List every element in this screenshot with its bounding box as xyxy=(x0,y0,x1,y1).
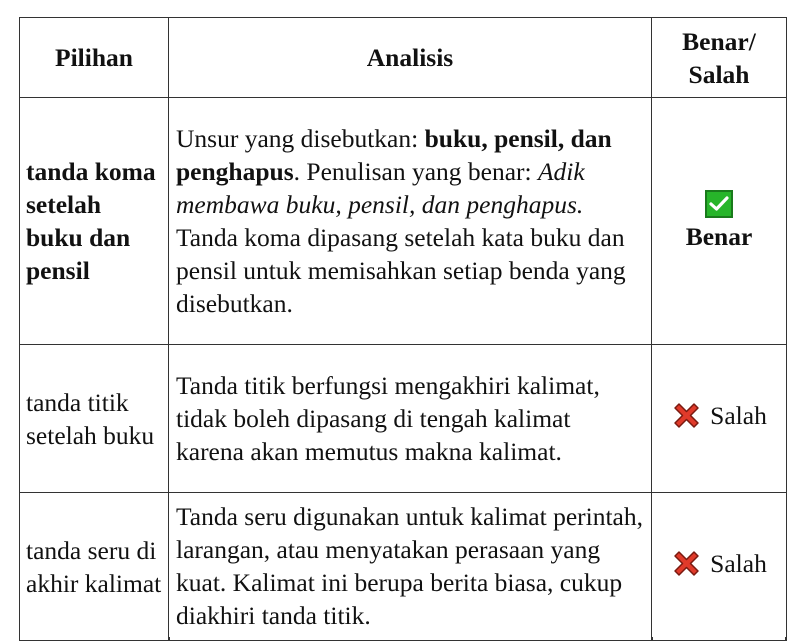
pilihan-cell: tanda koma setelah buku dan pensil xyxy=(20,98,169,345)
analisis-text: . Penulisan yang benar: xyxy=(293,156,538,186)
check-icon xyxy=(705,190,733,218)
table-row xyxy=(20,493,787,641)
header-pilihan: Pilihan xyxy=(20,18,169,98)
analisis-cell: Tanda seru digunakan untuk kalimat perintah, larangan, atau menyatakan perasaan yang kuat. Kalimat ini berupa berita biasa, cukup diakhiri tanda titik. xyxy=(169,493,652,641)
analisis-bold-text: buku, pensil, dan penghapus xyxy=(176,123,612,186)
header-hasil-line2: Salah xyxy=(688,59,750,89)
analisis-text: Tanda koma dipasang setelah kata buku dan pensil untuk memisahkan setiap benda yang disebutkan. xyxy=(176,222,626,318)
header-analisis: Analisis xyxy=(169,18,652,98)
analisis-cell: Tanda titik berfungsi mengakhiri kalimat, tidak boleh dipasang di tengah kalimat karena akan memutus makna kalimat. xyxy=(169,345,652,493)
hasil-cell xyxy=(652,98,787,345)
analysis-table xyxy=(19,17,787,641)
pilihan-cell: tanda titik setelah buku xyxy=(20,345,169,493)
header-row xyxy=(20,18,787,98)
hasil-label: Salah xyxy=(710,548,767,578)
cross-icon xyxy=(671,548,702,579)
pilihan-cell: tanda seru di akhir kalimat xyxy=(20,493,169,641)
table-row xyxy=(20,345,787,493)
cross-icon xyxy=(671,400,702,431)
analisis-italic-text: Adik membawa buku, pensil, dan penghapus. xyxy=(176,156,585,219)
analisis-cell xyxy=(169,98,652,345)
header-hasil-line1: Benar/ xyxy=(682,26,756,56)
analisis-text: Unsur yang disebutkan: xyxy=(176,123,425,153)
hasil-label: Salah xyxy=(710,400,767,430)
hasil-cell xyxy=(652,493,787,641)
hasil-cell xyxy=(652,345,787,493)
header-hasil xyxy=(652,18,787,98)
table-row xyxy=(20,98,787,345)
hasil-label: Benar xyxy=(685,221,753,251)
next-row-edge xyxy=(19,637,786,641)
